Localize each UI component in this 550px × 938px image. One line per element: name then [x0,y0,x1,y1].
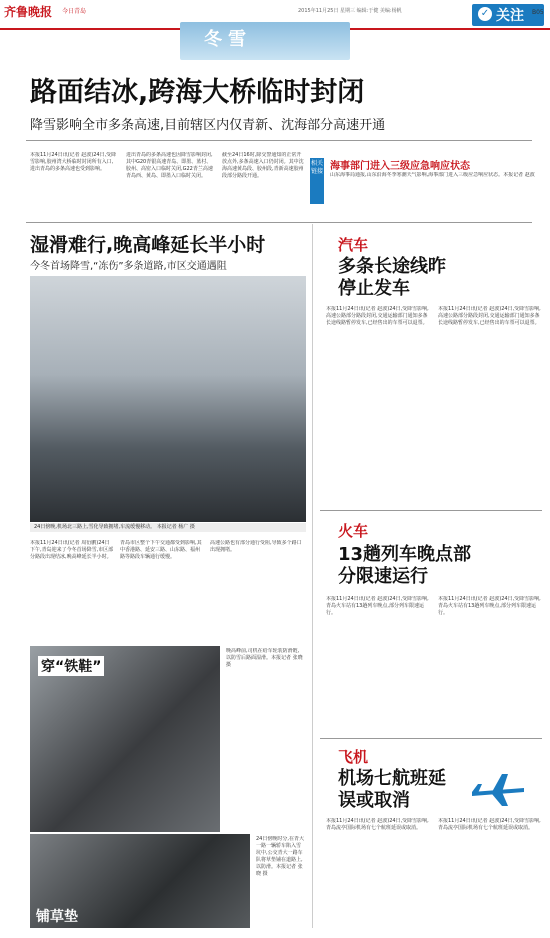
snow-chain-label: 穿“铁鞋” [38,656,104,676]
traffic-photo-caption: 24日傍晚,机场北三路上,雪化导致拥堵,车流缓慢移动。 本报记者 杨广 摄 [30,523,306,532]
main-headline: 路面结冰,跨海大桥临时封闭 [30,77,365,108]
related-link-body: 山东海事局通报,山东沿海冬季寒潮天气影响,海事部门进入三级应急响应状态。本报记者 赵波 [330,172,535,178]
focus-icon: ✓ [478,7,492,21]
divider [26,222,532,223]
page-number: B05 [532,9,544,16]
main-story-col3: 截至24日16时,除交警通知的正常开放点外,多条高速入口仍封闭。其中沈海高速黄岛段、胶州段,青新高速胶州段部分路段开通。 [222,152,304,179]
story1-col2: 青岛市区整个下午交通都受到影响,其中香港路、延安三路、山东路、福州路等路段车辆通行缓慢。 [120,540,202,560]
straw-mat-caption: 24日傍晚时分,在青大一路一辆轿车陷入雪坑中,公交青大一路车队将草垫铺在道路上,以防滑。本报记者 张晓 摄 [256,836,304,877]
airplane-icon [468,770,528,810]
story2-headline: 多条长途线昨停止发车 [338,256,446,299]
column-divider [312,224,313,928]
issue-meta: 2015年11月25日 星期三 编辑:于健 美编:杨帆 [298,8,402,14]
story1-col1: 本报11月24日讯(记者 周衍鹏)24日下午,青岛迎来了今冬首场降雪,市区部分路段出现结冰,晚高峰延长半小时。 [30,540,114,560]
banner-text: 冬雪 [204,29,252,50]
straw-mat-label: 铺草垫 [36,909,78,925]
story3-body: 本报11月24日讯(记者 赵波)24日,受降雪影响,青岛火车站有13趟列车晚点,部分列车限速运行。 [326,596,429,616]
story4-body-cont: 本报11月24日讯(记者 赵波)24日,受降雪影响,青岛流亭国际机场有七个航班延误或取消。 [438,818,541,831]
related-link-label: 相关链接 [310,158,324,204]
traffic-photo [30,276,306,522]
story2-body-cont: 本报11月24日讯(记者 赵波)24日,受降雪影响,高速公路部分路段封闭,交通运输部门通知多条长途线路暂停发车,已经售出的车票可以退票。 [438,306,541,326]
divider [320,510,542,511]
newspaper-brand: 齐鲁晚报 [4,5,53,19]
story2-category: 汽车 [338,236,369,254]
related-link-title: 海事部门进入三级应急响应状态 [330,161,470,172]
main-subheadline: 降雪影响全市多条高速,目前辖区内仅青新、沈海部分高速开通 [30,118,386,133]
snow-chain-caption: 晚高峰前,司机在给车轮装防滑链,以防雪后路面湿滑。本报记者 张晓 摄 [226,648,303,668]
focus-label: 关注 [496,8,524,24]
section-name: 今日青岛 [62,8,87,15]
story3-body-cont: 本报11月24日讯(记者 赵波)24日,受降雪影响,青岛火车站有13趟列车晚点,部分列车限速运行。 [438,596,541,616]
story1-col3: 高速公路也有部分通行受阻,导致多个路口出现拥堵。 [210,540,302,553]
story4-category: 飞机 [338,748,369,766]
story4-headline: 机场七航班延误或取消 [338,768,446,811]
story1-headline: 湿滑难行,晚高峰延长半小时 [30,234,266,256]
story3-category: 火车 [338,522,369,540]
story4-body: 本报11月24日讯(记者 赵波)24日,受降雪影响,青岛流亭国际机场有七个航班延误或取消。 [326,818,429,831]
main-story-col1: 本报11月24日讯(记者 赵波)24日,受降雪影响,胶州湾大桥临时封闭所有入口,进出青岛的多条高速也受到影响。 [30,152,117,172]
divider [26,140,532,141]
main-story-col2: 进出青岛的多条高速也因降雪影响封闭,其中G20青银高速青岛、即墨、蓝村、胶州、高密入口临时关闭,G22青兰高速青岛西、黄岛、即墨入口临时关闭。 [126,152,213,179]
story1-subheadline: 今冬首场降雪,“冻伤”多条道路,市区交通遇阻 [30,261,227,272]
divider [320,738,542,739]
story2-body: 本报11月24日讯(记者 赵波)24日,受降雪影响,高速公路部分路段封闭,交通运输部门通知多条长途线路暂停发车,已经售出的车票可以退票。 [326,306,429,326]
story3-headline: 13趟列车晚点部分限速运行 [338,544,472,587]
